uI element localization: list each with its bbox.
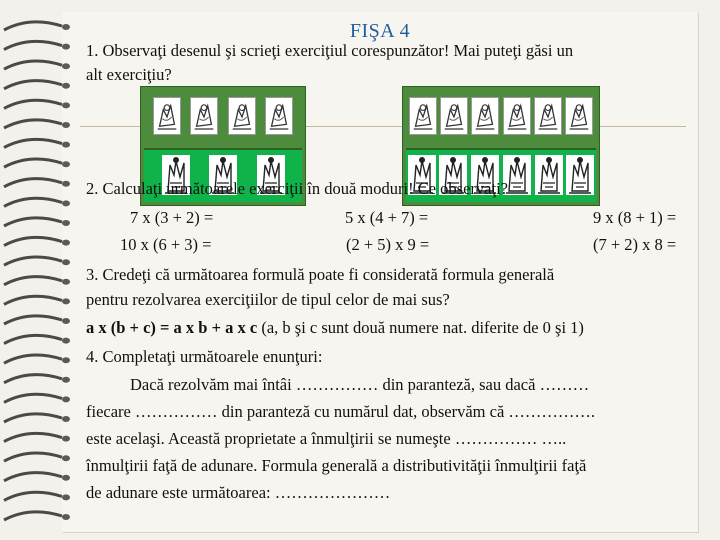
spiral-hole [62,514,70,520]
plant-drawing-cell [471,97,499,135]
spiral-ring [4,41,62,49]
ex3-note: (a, b şi c sunt două numere nat. diferite de 0 şi 1) [261,318,584,337]
ex2-r1c1: 7 x (3 + 2) = [130,208,214,227]
ex2-r1c3: 9 x (8 + 1) = [593,208,677,227]
spiral-ring [4,453,62,461]
spiral-hole [62,122,70,128]
ex4-heading: 4. Completaţi următoarele enunţuri: [86,347,323,366]
plant-drawing-cell [565,97,593,135]
plant-drawing-cell [153,97,181,135]
ex2-heading: 2. Calculaţi următoarele exerciţii în două moduri! Ce observaţi? [86,179,508,198]
spiral-hole [62,83,70,89]
spiral-ring [4,335,62,343]
spiral-hole [62,142,70,148]
ex4-line4: înmulţirii faţă de adunare. Formula generală a distributivităţii înmulţirii faţă [86,456,587,475]
spiral-hole [62,416,70,422]
spiral-hole [62,494,70,500]
figure-drawing [564,151,596,199]
ex1-line2: alt exerciţiu? [86,65,172,84]
spiral-hole [62,161,70,167]
ex3-formula: a x (b + c) = a x b + a x c [86,318,258,337]
ex3-formula-line [86,320,584,337]
spiral-hole [62,357,70,363]
spiral-ring [4,61,62,69]
spiral-ring [4,277,62,285]
spiral-hole [62,279,70,285]
spiral-ring [4,218,62,226]
ex4-line5: de adunare este următoarea: ………………… [86,483,391,502]
spiral-ring [4,355,62,363]
spiral-hole [62,455,70,461]
spiral-ring [4,81,62,89]
spiral-hole [62,220,70,226]
spiral-hole [62,240,70,246]
plant-drawing-cell [440,97,468,135]
spiral-ring [4,492,62,500]
plant-drawing-cell [409,97,437,135]
spiral-ring [4,296,62,304]
spiral-hole [62,181,70,187]
ex2-r2c2: (2 + 5) x 9 = [346,235,430,254]
spiral-hole [62,102,70,108]
ex4-line1: Dacă rezolvăm mai întâi …………… din paranteză, sau dacă ……… [130,375,590,394]
spiral-ring [4,257,62,265]
spiral-ring [4,159,62,167]
ex2-r2c3: (7 + 2) x 8 = [593,235,677,254]
spiral-ring [4,394,62,402]
spiral-hole [62,377,70,383]
plant-drawing-cell [228,97,256,135]
spiral-hole [62,259,70,265]
spiral-ring [4,316,62,324]
spiral-hole [62,475,70,481]
spiral-ring [4,414,62,422]
spiral-hole [62,396,70,402]
spiral-hole [62,200,70,206]
plant-drawing-cell [190,97,218,135]
plant-drawing-cell [503,97,531,135]
spiral-ring [4,120,62,128]
spiral-hole [62,44,70,50]
spiral-ring [4,433,62,441]
ex4-line3: este acelaşi. Această proprietate a înmulţirii se numeşte …………… ….. [86,429,567,448]
spiral-hole [62,318,70,324]
spiral-ring [4,473,62,481]
spiral-ring [4,179,62,187]
ex2-r2c1: 10 x (6 + 3) = [120,235,212,254]
ex3-line2: pentru rezolvarea exerciţiilor de tipul celor de mai sus? [86,290,450,309]
ex4-line2: fiecare …………… din paranteză cu numărul dat, observăm că ……………. [86,402,596,421]
spiral-hole [62,338,70,344]
ex2-r1c2: 5 x (4 + 7) = [345,208,429,227]
plant-drawing-cell [265,97,293,135]
plant-drawing-cell [534,97,562,135]
spiral-ring [4,22,62,30]
spiral-ring [4,139,62,147]
spiral-hole [62,24,70,30]
spiral-hole [62,436,70,442]
figure-drawing [533,151,565,199]
spiral-ring [4,512,62,520]
spiral-ring [4,198,62,206]
spiral-hole [62,298,70,304]
ex1-line1: 1. Observaţi desenul şi scrieţi exerciţiul corespunzător! Mai puteţi găsi un [86,41,574,60]
spiral-hole [62,63,70,69]
spiral-ring [4,237,62,245]
ex3-line1: 3. Credeţi că următoarea formulă poate fi considerată formula generală [86,265,555,284]
spiral-ring [4,100,62,108]
page-title: FIŞA 4 [349,20,411,42]
spiral-binding [0,0,80,540]
spiral-ring [4,375,62,383]
